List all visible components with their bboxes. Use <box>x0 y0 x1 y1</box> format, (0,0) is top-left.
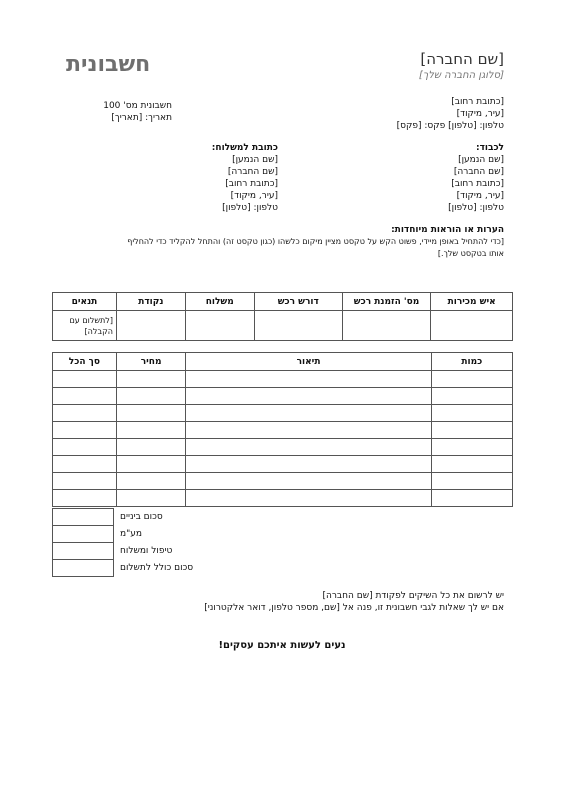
bill-to-phone: טלפון: [טלפון] <box>448 203 504 213</box>
col-po-number: מס' הזמנת רכש <box>342 293 431 311</box>
bill-to-street: [כתובת רחוב] <box>451 179 504 189</box>
cell-requisitioner[interactable] <box>254 311 342 341</box>
company-name: [שם החברה] <box>420 50 504 68</box>
col-fob: נקודת <box>116 293 185 311</box>
summary-table <box>52 508 244 577</box>
cell-description[interactable] <box>186 371 431 388</box>
cell-quantity[interactable] <box>431 456 512 473</box>
cell-salesperson[interactable] <box>431 311 513 341</box>
shipping-value[interactable] <box>53 543 114 560</box>
bill-to-block <box>448 142 504 214</box>
table-row[interactable] <box>53 422 513 439</box>
ship-to-heading: כתובת למשלוח: <box>211 143 278 153</box>
table-row[interactable] <box>53 439 513 456</box>
bill-to-heading: לכבוד: <box>475 143 504 153</box>
order-info-table <box>52 292 513 341</box>
col-quantity: כמות <box>431 353 512 371</box>
col-shipping: משלוח <box>185 293 254 311</box>
cell-line-total[interactable] <box>53 473 117 490</box>
company-street: [כתובת רחוב] <box>451 97 504 107</box>
cell-line-total[interactable] <box>53 456 117 473</box>
cell-po-number[interactable] <box>342 311 431 341</box>
footer-checks-line: יש לרשום את כל השיקים לפקודת [שם החברה] <box>322 591 504 601</box>
thank-you-text: נעים לעשות איתכם עסקים! <box>218 640 346 651</box>
items-table <box>52 352 513 507</box>
col-terms: תנאים <box>53 293 117 311</box>
cell-line-total[interactable] <box>53 490 117 507</box>
order-data-row[interactable] <box>53 311 513 341</box>
cell-line-total[interactable] <box>53 422 117 439</box>
table-row[interactable] <box>53 371 513 388</box>
invoice-meta <box>52 100 172 124</box>
cell-price[interactable] <box>116 439 186 456</box>
cell-quantity[interactable] <box>431 405 512 422</box>
col-description: תיאור <box>186 353 431 371</box>
col-price: מחיר <box>116 353 186 371</box>
bill-to-city: [עיר, מיקוד] <box>456 191 504 201</box>
ship-to-phone: טלפון: [טלפון] <box>222 203 278 213</box>
ship-to-street: [כתובת רחוב] <box>225 179 278 189</box>
company-address <box>397 96 504 132</box>
summary-subtotal-row <box>53 509 244 526</box>
cell-line-total[interactable] <box>53 439 117 456</box>
invoice-number: חשבונית מס' 100 <box>103 101 172 111</box>
bill-to-company: [שם החברה] <box>453 167 504 177</box>
cell-line-total[interactable] <box>53 371 117 388</box>
ship-to-company: [שם החברה] <box>227 167 278 177</box>
cell-price[interactable] <box>116 371 186 388</box>
cell-price[interactable] <box>116 456 186 473</box>
table-row[interactable] <box>53 490 513 507</box>
summary-vat-row <box>53 526 244 543</box>
items-body <box>53 371 513 507</box>
vat-label: מע"מ <box>120 529 142 539</box>
table-row[interactable] <box>53 388 513 405</box>
company-slogan: [סלוגן החברה שלך] <box>418 70 504 81</box>
cell-price[interactable] <box>116 422 186 439</box>
cell-quantity[interactable] <box>431 439 512 456</box>
cell-description[interactable] <box>186 422 431 439</box>
cell-price[interactable] <box>116 388 186 405</box>
invoice-date: תאריך: [תאריך] <box>111 113 172 123</box>
table-row[interactable] <box>53 405 513 422</box>
company-city: [עיר, מיקוד] <box>456 109 504 119</box>
bill-to-name: [שם הנמען] <box>458 155 504 165</box>
cell-line-total[interactable] <box>53 405 117 422</box>
cell-terms[interactable]: [לתשלום עם הקבלה] <box>53 311 117 341</box>
cell-quantity[interactable] <box>431 371 512 388</box>
cell-price[interactable] <box>116 405 186 422</box>
col-requisitioner: דורש רכש <box>254 293 342 311</box>
cell-line-total[interactable] <box>53 388 117 405</box>
subtotal-value[interactable] <box>53 509 114 526</box>
cell-description[interactable] <box>186 388 431 405</box>
table-row[interactable] <box>53 473 513 490</box>
summary-shipping-row <box>53 543 244 560</box>
notes-line-1: [כדי להתחיל באופן מיידי, פשוט הקש על טקסט מציין מיקום כלשהו (כגון טקסט זה) והתחל להקליד כדי להחליף <box>127 237 504 246</box>
invoice-title: חשבונית <box>66 52 151 77</box>
col-salesperson: איש מכירות <box>431 293 513 311</box>
cell-quantity[interactable] <box>431 490 512 507</box>
footer-block <box>204 590 504 614</box>
cell-shipping[interactable] <box>185 311 254 341</box>
col-line-total: סך הכל <box>53 353 117 371</box>
ship-to-block <box>212 142 278 214</box>
cell-quantity[interactable] <box>431 473 512 490</box>
cell-fob[interactable] <box>116 311 185 341</box>
cell-price[interactable] <box>116 490 186 507</box>
company-phone-fax: טלפון: [טלפון] פקס: [פקס] <box>396 121 504 131</box>
cell-description[interactable] <box>186 490 431 507</box>
total-label: סכום כולל לתשלום <box>120 563 194 573</box>
cell-description[interactable] <box>186 456 431 473</box>
subtotal-label: סכום ביניים <box>120 512 163 522</box>
notes-block <box>52 224 504 260</box>
cell-description[interactable] <box>186 405 431 422</box>
cell-quantity[interactable] <box>431 388 512 405</box>
vat-value[interactable] <box>53 526 114 543</box>
notes-line-2: אותו בטקסט שלך.] <box>437 249 504 258</box>
shipping-label: טיפול ומשלוח <box>120 546 173 556</box>
items-header-row <box>53 353 513 371</box>
cell-price[interactable] <box>116 473 186 490</box>
total-value[interactable] <box>53 560 114 577</box>
summary-total-row <box>53 560 244 577</box>
ship-to-city: [עיר, מיקוד] <box>230 191 278 201</box>
order-header-row <box>53 293 513 311</box>
notes-heading: הערות או הוראות מיוחדות: <box>391 225 504 235</box>
footer-questions-line: אם יש לך שאלות לגבי חשבונית זו, פנה אל [שם, מספר טלפון, דואר אלקטרוני] <box>204 603 504 613</box>
cell-description[interactable] <box>186 439 431 456</box>
cell-quantity[interactable] <box>431 422 512 439</box>
ship-to-name: [שם הנמען] <box>232 155 278 165</box>
table-row[interactable] <box>53 456 513 473</box>
cell-description[interactable] <box>186 473 431 490</box>
